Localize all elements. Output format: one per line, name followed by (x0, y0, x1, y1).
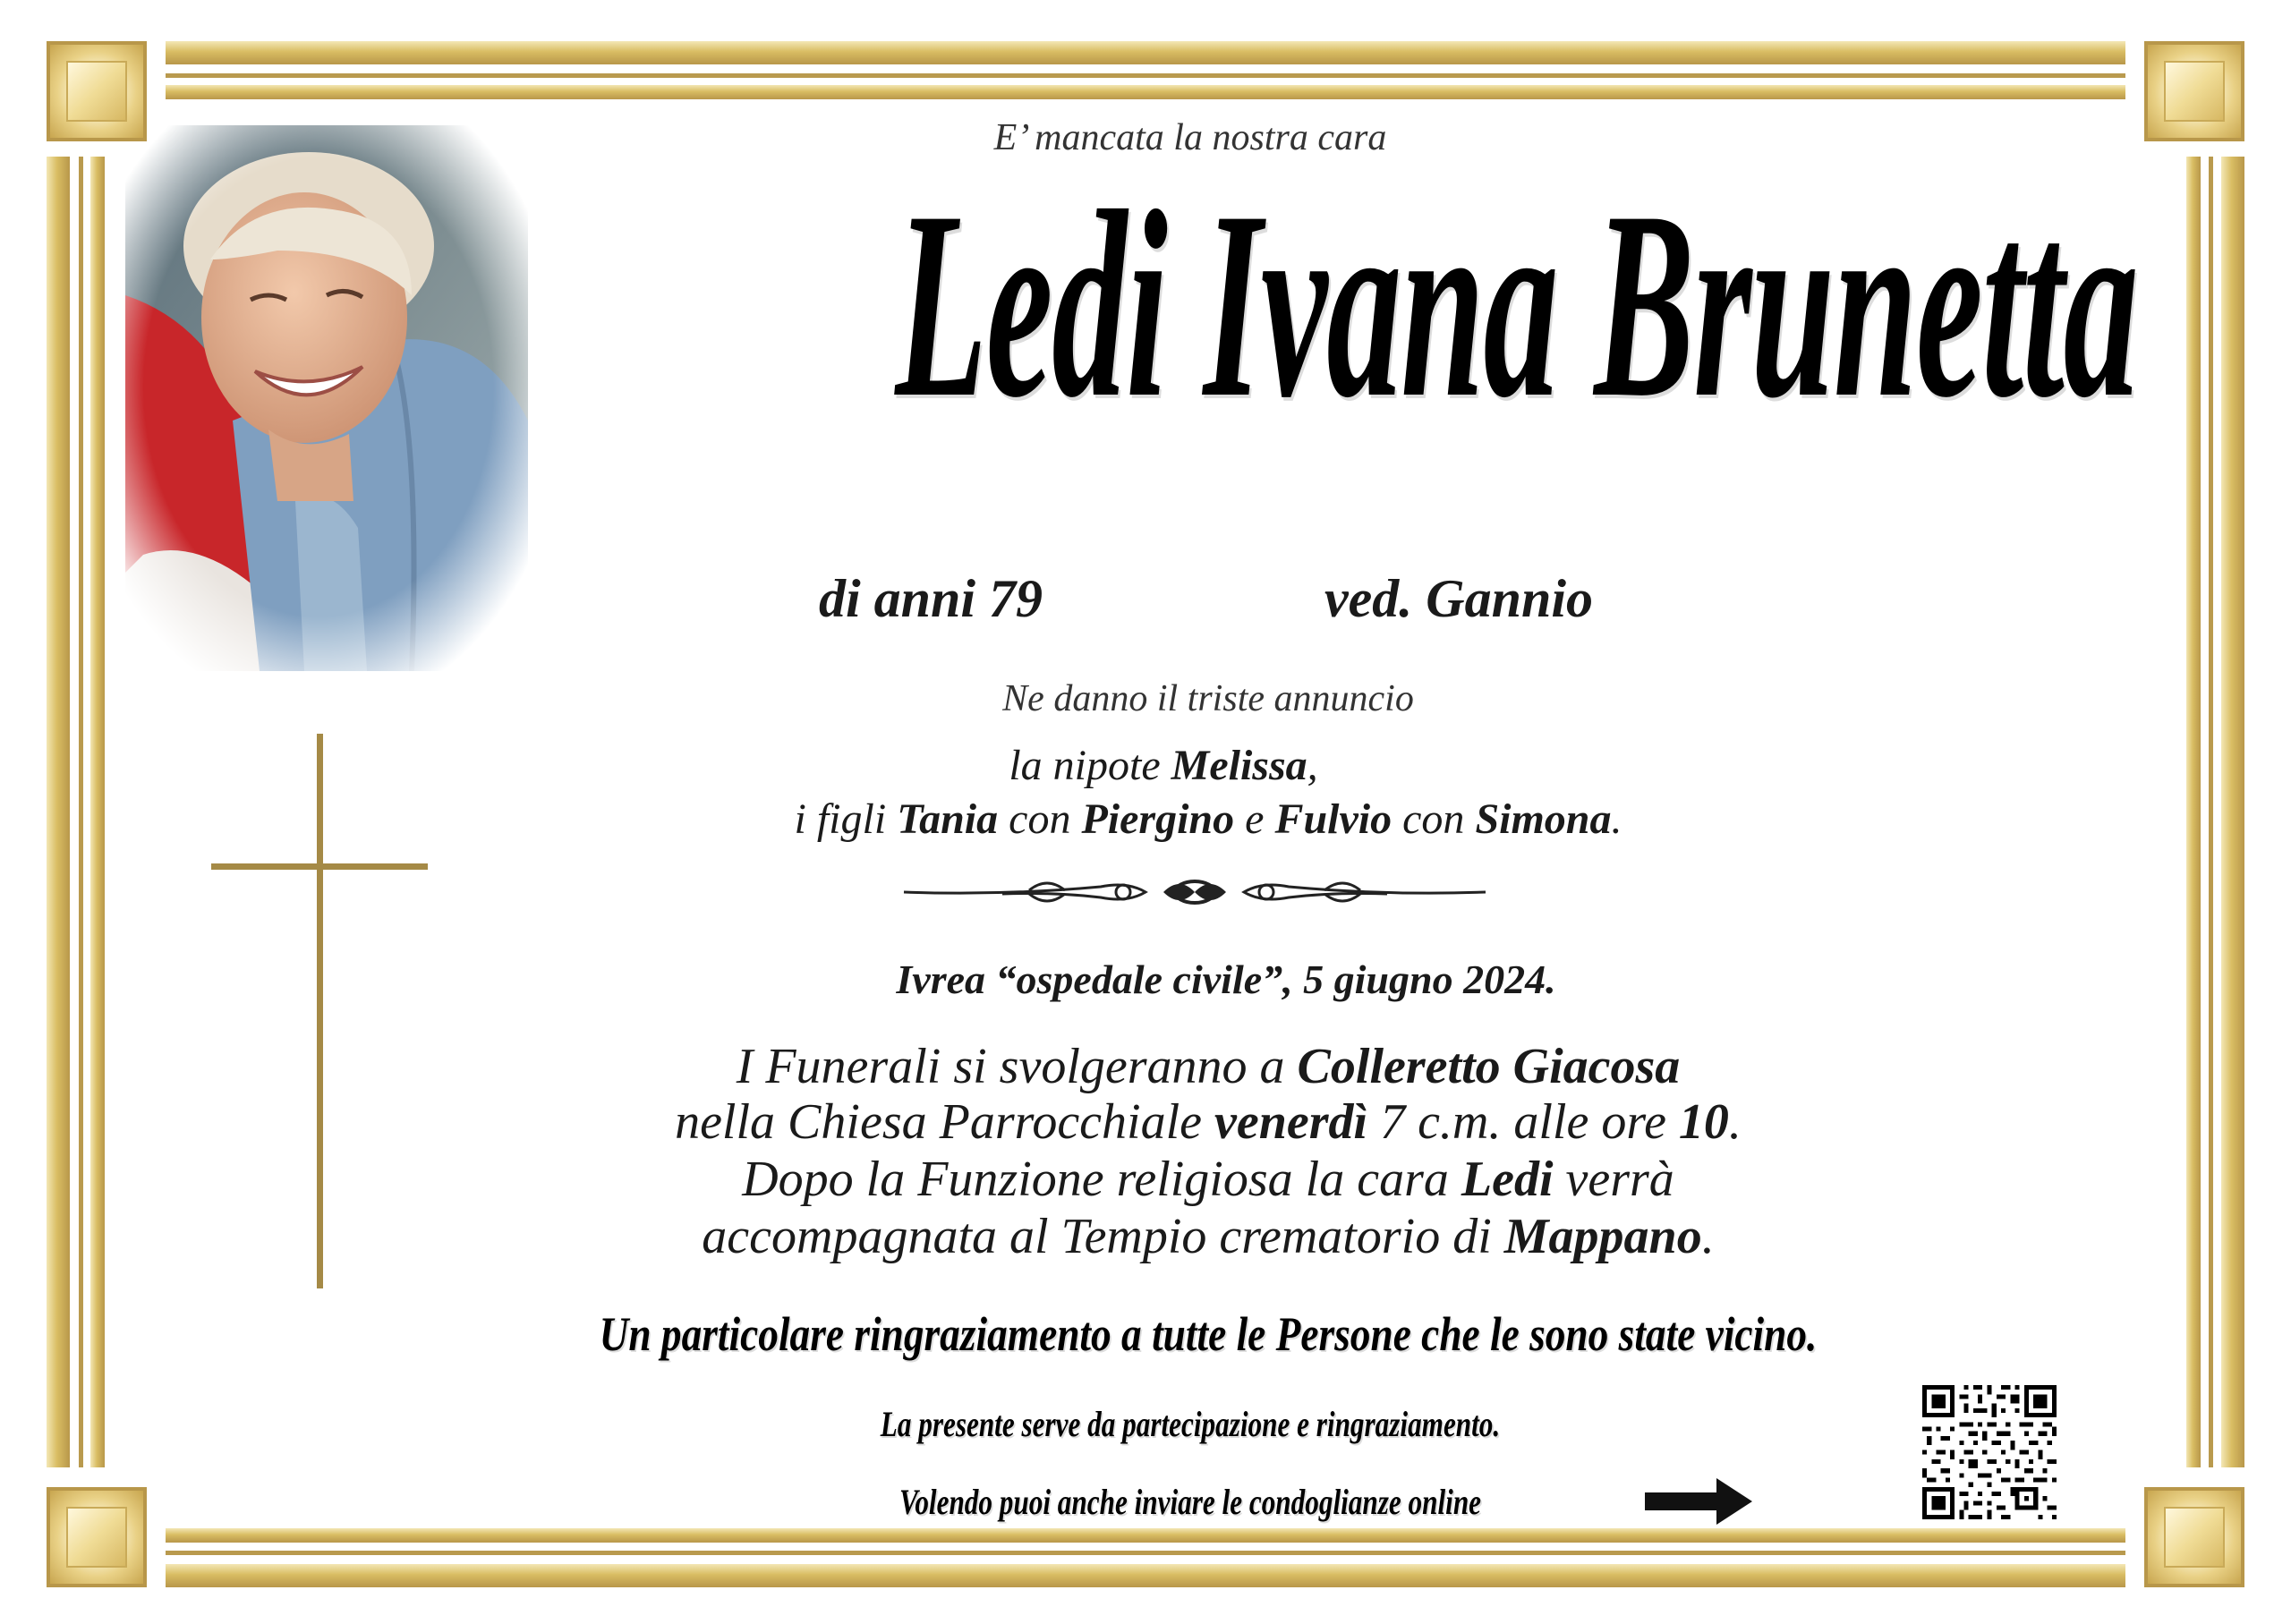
portrait-photo (125, 125, 528, 671)
left-inner-line (79, 157, 83, 1467)
funeral-line-4: accompagnata al Tempio crematorio di Mappano. (702, 1209, 1715, 1264)
right-inner-line (2209, 157, 2213, 1467)
bottom-gold-bar (166, 1564, 2125, 1587)
intro-text: E’ mancata la nostra cara (993, 117, 1387, 158)
funeral-line-2: nella Chiesa Parrocchiale venerdì 7 c.m. alle ore 10. (675, 1094, 1742, 1150)
place-date-text: Ivrea “ospedale civile”, 5 giugno 2024. (896, 957, 1556, 1002)
thanks-text: Un particolare ringraziamento a tutte le Persone che le sono state vicino. (599, 1307, 1818, 1361)
flourish-divider-icon (895, 872, 1495, 912)
corner-top-right (2144, 41, 2244, 141)
funeral-line-3: Dopo la Funzione religiosa la cara Ledi verrà (742, 1152, 1674, 1207)
family-line-1: la nipote Melissa, (1009, 742, 1318, 789)
funeral-line-1: I Funerali si svolgeranno a Colleretto Giacosa (736, 1039, 1681, 1094)
family-line-2: i figli Tania con Piergino e Fulvio con Simona. (794, 795, 1622, 843)
cross-horizontal (211, 863, 428, 870)
right-gold-bar-inner (2186, 157, 2201, 1467)
left-gold-bar (47, 157, 70, 1467)
age-text: di anni 79 (818, 569, 1043, 628)
participation-note: La presente serve da partecipazione e ringraziamento. (880, 1404, 1501, 1444)
right-gold-bar (2221, 157, 2244, 1467)
corner-bottom-right (2144, 1487, 2244, 1587)
top-gold-bar (166, 41, 2125, 64)
cross-vertical (317, 734, 323, 1288)
right-arrow-icon (1645, 1478, 1752, 1525)
top-gold-bar-inner (166, 85, 2125, 99)
deceased-name: Ledi Ivana Brunetta (895, 156, 2138, 453)
condolences-online-text: Volendo puoi anche inviare le condoglianze online (899, 1482, 1482, 1522)
bottom-gold-bar-inner (166, 1528, 2125, 1543)
corner-bottom-left (47, 1487, 147, 1587)
announcement-text: Ne danno il triste annuncio (1002, 678, 1414, 719)
bottom-inner-line (166, 1551, 2125, 1555)
left-gold-bar-inner (90, 157, 105, 1467)
qr-code-icon[interactable] (1922, 1385, 2057, 1519)
top-inner-line (166, 73, 2125, 78)
widow-text: ved. Gannio (1324, 569, 1593, 628)
